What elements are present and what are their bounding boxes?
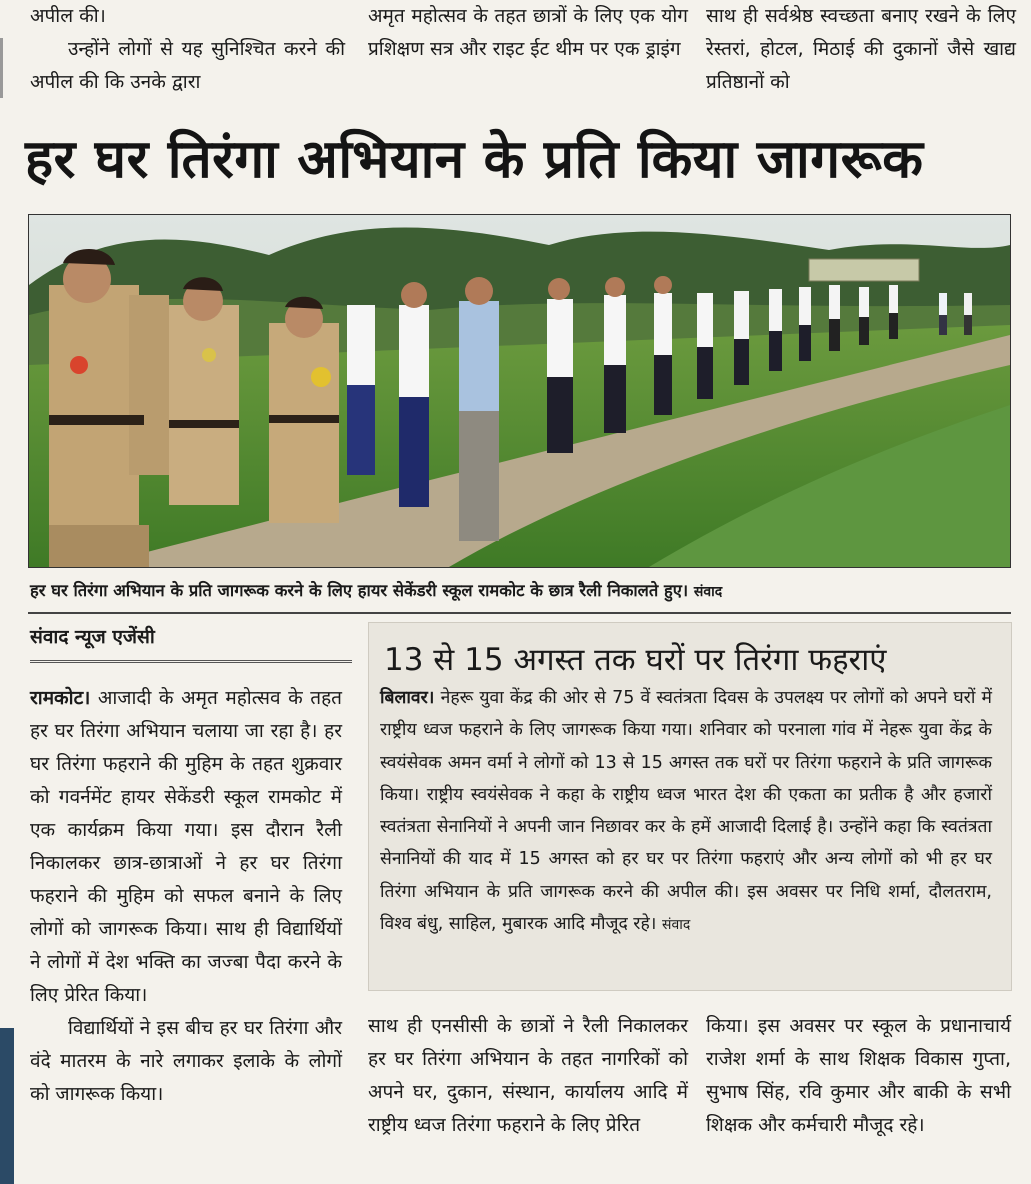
rally-photo-illustration <box>29 215 1010 567</box>
main-story-column-3 <box>706 1010 1011 1142</box>
top-column-3-text: साथ ही सर्वश्रेष्ठ स्वच्छता बनाए रखने के लिए रेस्तरां, होटल, मिठाई की दुकानों जैसे खाद्य प्रतिष्ठानों को <box>706 5 1016 93</box>
top-column-1 <box>30 0 345 99</box>
top-column-1-para-2: उन्होंने लोगों से यह सुनिश्चित करने की अपील की कि उनके द्वारा <box>30 38 345 93</box>
sidebar-story-text: नेहरू युवा केंद्र की ओर से 75 वें स्वतंत्रता दिवस के उपलक्ष्य पर लोगों को अपने घरों में राष्ट्रीय ध्वज फहराने के लिए जागरूक किया गया। शनिवार को परनाला गांव में नेहरू युवा केंद्र के स्वयंसेवक अमन वर्मा ने लोगों को 13 से 15 अगस्त तक घरों पर तिरंगा फहराने के प्रति जागरूक किया। राष्ट्रीय स्वयंसेवक ने कहा के राष्ट्रीय ध्वज भारत देश की एकता का प्रतीक है और हजारों स्वतंत्रता सेनानियों ने अपनी जान निछावर कर के हमें आजादी दिलाई है। उन्होंने कहा कि स्वतंत्रता सेनानियों की याद में 15 अगस्त को हर घर पर तिरंगा फहराएं और अन्य लोगों को भी हर घर तिरंगा अभियान के प्रति जागरूक करने की अपील की। इस अवसर पर निधि शर्मा, दौलतराम, विश्व बंधु, साहिल, मुबारक आदि मौजूद रहे। <box>380 688 992 935</box>
top-column-2-text: अमृत महोत्सव के तहत छात्रों के लिए एक योग प्रशिक्षण सत्र और राइट ईट थीम पर एक ड्राइंग <box>368 5 688 60</box>
main-story-dateline: रामकोट। <box>30 687 91 709</box>
sidebar-story-dateline: बिलावर। <box>380 688 435 708</box>
main-story-para-1-text: आजादी के अमृत महोत्सव के तहत हर घर तिरंगा अभियान चलाया जा रहा है। हर घर तिरंगा फहराने की मुहिम के तहत शुक्रवार को गवर्नमेंट हायर सेकेंडरी स्कूल रामकोट में एक कार्यक्रम किया गया। इस दौरान रैली निकालकर छात्र-छात्राओं ने हर घर तिरंगा फहराने की मुहिम को सफल बनाने के लिए लोगों को जागरूक किया। साथ ही विद्यार्थियों ने लोगों में देश भक्ति का जज्बा पैदा करने के लिए प्रेरित किया। <box>30 687 342 1006</box>
main-story-para-2: विद्यार्थियों ने इस बीच हर घर तिरंगा और वंदे मातरम के नारे लगाकर इलाके के लोगों को जागरूक किया। <box>30 1017 342 1105</box>
top-column-2 <box>368 0 688 66</box>
byline: संवाद न्यूज एजेंसी <box>30 626 155 648</box>
top-column-1-para-1: अपील की। <box>30 5 106 27</box>
caption-divider <box>28 612 1011 614</box>
sidebar-story-headline: 13 से 15 अगस्त तक घरों पर तिरंगा फहराएं <box>384 642 887 678</box>
main-story-column-2-text: साथ ही एनसीसी के छात्रों ने रैली निकालकर हर घर तिरंगा अभियान के तहत नागरिकों को अपने घर, दुकान, संस्थान, कार्यालय आदि में राष्ट्रीय ध्वज तिरंगा फहराने के लिए प्रेरित <box>368 1015 688 1136</box>
page-edge-bar <box>0 1028 14 1184</box>
sidebar-story-body <box>380 682 992 941</box>
headline: हर घर तिरंगा अभियान के प्रति किया जागरूक <box>25 129 924 190</box>
rally-photo <box>28 214 1011 568</box>
byline-divider <box>30 660 352 663</box>
main-story-column-3-text: किया। इस अवसर पर स्कूल के प्रधानाचार्य राजेश शर्मा के साथ शिक्षक विकास गुप्ता, सुभाष सिंह, रवि कुमार और बाकी के सभी शिक्षक और कर्मचारी मौजूद रहे। <box>706 1015 1011 1136</box>
sidebar-story-para <box>380 682 992 941</box>
main-story-column-2 <box>368 1010 688 1142</box>
top-column-3 <box>706 0 1016 99</box>
main-story-para-1 <box>30 682 342 1012</box>
photo-credit: संवाद <box>693 584 723 600</box>
sidebar-story-credit: संवाद <box>661 917 691 934</box>
photo-caption-text: हर घर तिरंगा अभियान के प्रति जागरूक करने के लिए हायर सेकेंडरी स्कूल रामकोट के छात्र रैली निकालते हुए। <box>30 581 689 600</box>
photo-caption <box>30 574 1015 609</box>
main-story-column-1 <box>30 682 342 1111</box>
page-edge-mark <box>0 38 3 98</box>
